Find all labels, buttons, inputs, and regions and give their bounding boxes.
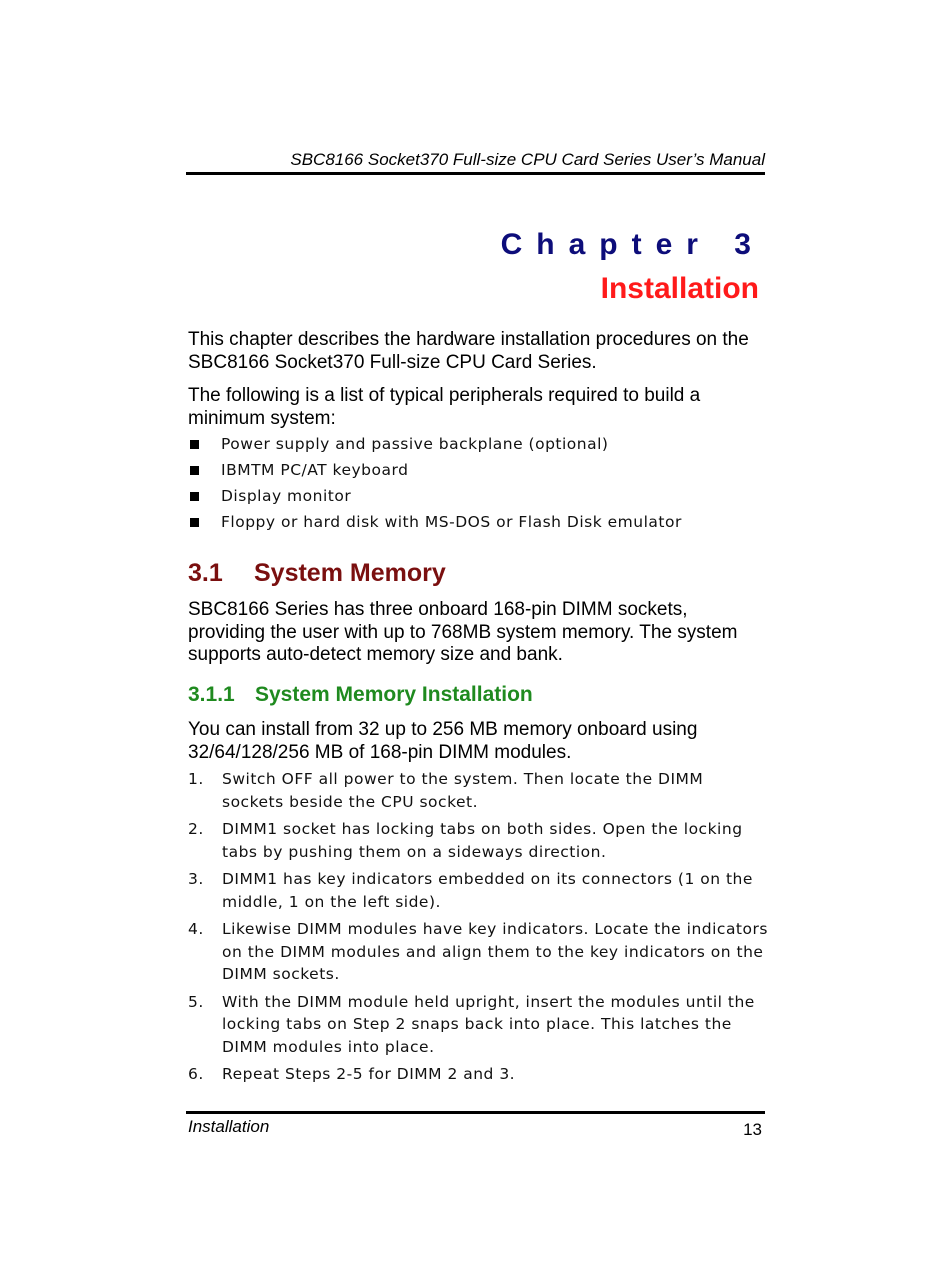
step-item <box>188 868 768 913</box>
square-bullet-icon <box>190 518 199 527</box>
header-rule <box>186 172 765 175</box>
step-item <box>188 918 768 986</box>
step-text: With the DIMM module held upright, insert the modules until the locking tabs on Step 2 snaps back into place. This latches the DIMM modules into place. <box>222 992 755 1056</box>
subsection-paragraph: You can install from 32 up to 256 MB memory onboard using 32/64/128/256 MB of 168-pin DIMM modules. <box>188 719 698 763</box>
step-number: 2. <box>188 820 204 838</box>
list-item-text: Power supply and passive backplane (optional) <box>221 435 609 453</box>
list-item-text: Floppy or hard disk with MS-DOS or Flash Disk emulator <box>221 513 682 531</box>
list-item <box>188 485 768 511</box>
step-text: Repeat Steps 2-5 for DIMM 2 and 3. <box>222 1065 516 1083</box>
square-bullet-icon <box>190 492 199 501</box>
subsection-title: System Memory Installation <box>255 683 533 706</box>
section-heading <box>188 558 446 588</box>
section-number: 3.1 <box>188 559 223 587</box>
section-title: System Memory <box>254 559 446 587</box>
chapter-label: Chapter 3 <box>500 228 765 261</box>
footer-rule <box>186 1111 765 1114</box>
step-number: 4. <box>188 920 204 938</box>
section-paragraph: SBC8166 Series has three onboard 168-pin DIMM sockets, providing the user with up to 768MB system memory. The system supports auto-detect memory size and bank. <box>188 599 738 665</box>
subsection-number: 3.1.1 <box>188 683 235 706</box>
step-item <box>188 1063 768 1086</box>
peripherals-intro-paragraph: The following is a list of typical peripherals required to build a minimum system: <box>188 385 701 429</box>
footer-section-name: Installation <box>188 1117 270 1136</box>
step-item <box>188 818 768 863</box>
installation-steps <box>188 768 768 1091</box>
square-bullet-icon <box>190 466 199 475</box>
list-item-text: IBMTM PC/AT keyboard <box>221 461 409 479</box>
intro-paragraph: This chapter describes the hardware installation procedures on the SBC8166 Socket370 Full-size CPU Card Series. <box>188 329 749 373</box>
step-number: 6. <box>188 1065 204 1083</box>
step-number: 5. <box>188 992 204 1011</box>
list-item <box>188 511 768 537</box>
peripherals-list <box>188 433 768 537</box>
list-item-text: Display monitor <box>221 487 352 505</box>
step-text: Likewise DIMM modules have key indicators. Locate the indicators on the DIMM modules and align them to the key indicators on the DIMM sockets. <box>222 920 768 983</box>
page-number: 13 <box>743 1120 762 1139</box>
step-text: DIMM1 has key indicators embedded on its connectors (1 on the middle, 1 on the left side). <box>222 870 753 911</box>
square-bullet-icon <box>190 440 199 449</box>
step-number: 3. <box>188 870 204 888</box>
step-text: Switch OFF all power to the system. Then locate the DIMM sockets beside the CPU socket. <box>222 770 704 811</box>
running-header: SBC8166 Socket370 Full-size CPU Card Series User’s Manual <box>290 150 765 169</box>
list-item <box>188 433 768 459</box>
step-number: 1. <box>188 770 204 788</box>
step-text: DIMM1 socket has locking tabs on both sides. Open the locking tabs by pushing them on a sideways direction. <box>222 820 743 861</box>
step-item <box>188 768 768 813</box>
subsection-heading <box>188 682 533 708</box>
list-item <box>188 459 768 485</box>
step-item <box>188 991 768 1059</box>
chapter-title: Installation <box>600 272 759 305</box>
